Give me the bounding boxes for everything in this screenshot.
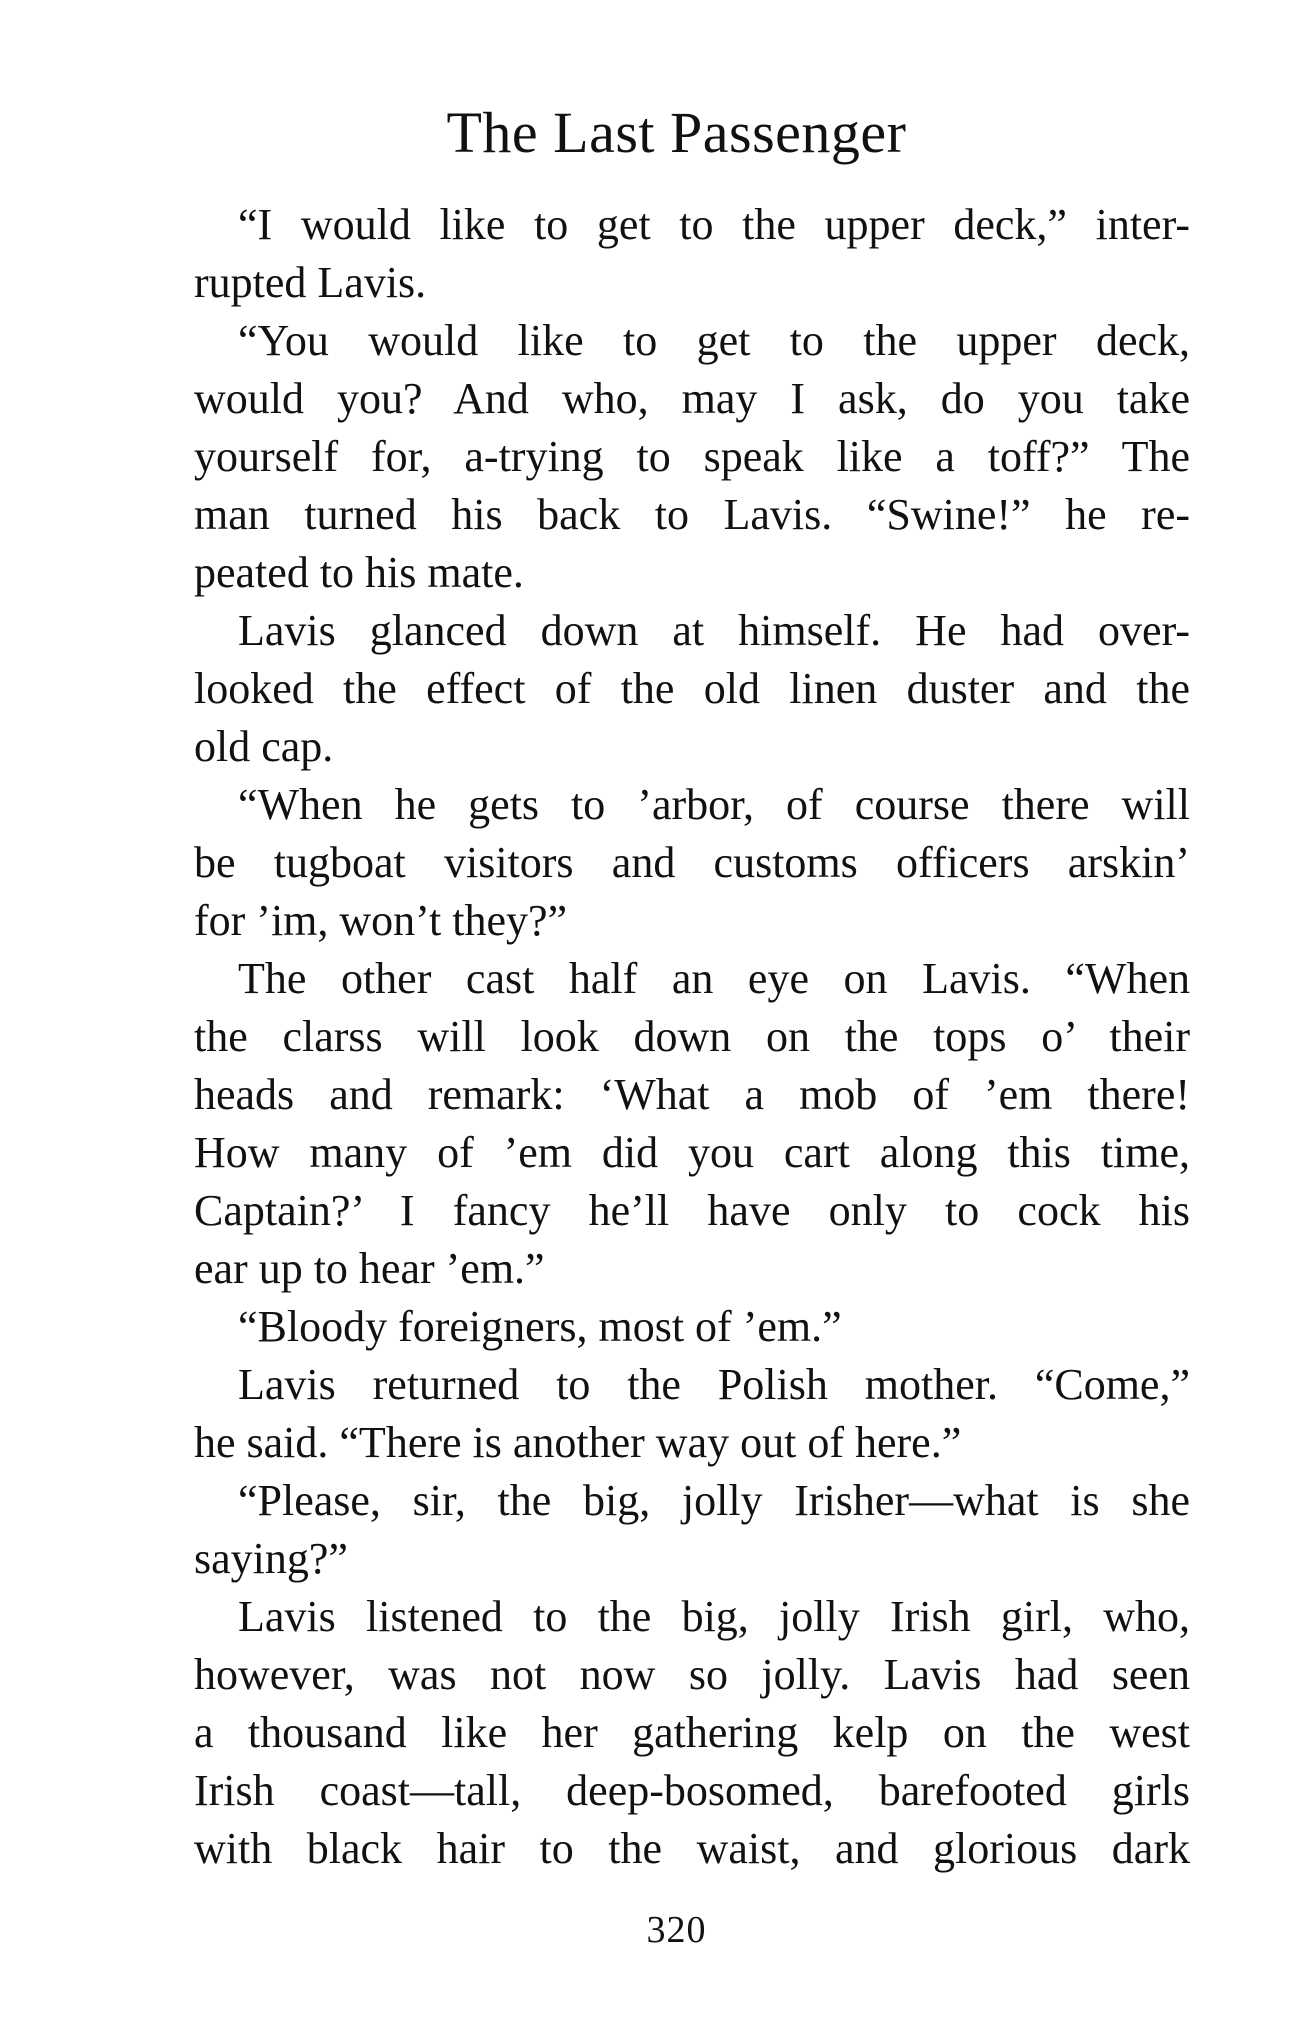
text-line: saying?”: [194, 1534, 348, 1583]
running-head-title: The Last Passenger: [446, 100, 907, 165]
text-line: “You would like to get to the upper deck,: [238, 316, 1190, 365]
text-line: The other cast half an eye on Lavis. “When: [238, 954, 1190, 1003]
text-line: Lavis listened to the big, jolly Irish girl, who,: [238, 1592, 1190, 1641]
text-line: would you? And who, may I ask, do you take: [194, 374, 1190, 423]
text-line: Lavis returned to the Polish mother. “Come,”: [238, 1360, 1190, 1409]
text-line: “Bloody foreigners, most of ’em.”: [238, 1302, 842, 1351]
text-line: “Please, sir, the big, jolly Irisher—what is she: [238, 1476, 1190, 1525]
text-line: Irish coast—tall, deep-bosomed, barefooted girls: [194, 1766, 1190, 1815]
text-line: a thousand like her gathering kelp on the west: [194, 1708, 1190, 1757]
text-line: old cap.: [194, 722, 334, 771]
body-text: [194, 196, 1190, 1878]
text-line: he said. “There is another way out of here.”: [194, 1418, 962, 1467]
page-number: 320: [646, 1909, 707, 1951]
text-line: “I would like to get to the upper deck,” inter-: [238, 200, 1190, 249]
text-line: peated to his mate.: [194, 548, 524, 597]
text-line: Captain?’ I fancy he’ll have only to cock his: [194, 1186, 1190, 1235]
text-line: the clarss will look down on the tops o’ their: [194, 1012, 1190, 1061]
text-line: looked the effect of the old linen duster and the: [194, 664, 1190, 713]
text-line: “When he gets to ’arbor, of course there will: [238, 780, 1190, 829]
text-line: for ’im, won’t they?”: [194, 896, 568, 945]
text-line: Lavis glanced down at himself. He had over-: [238, 606, 1190, 655]
text-line: How many of ’em did you cart along this time,: [194, 1128, 1190, 1177]
text-line: yourself for, a-trying to speak like a toff?” The: [194, 432, 1190, 481]
text-line: heads and remark: ‘What a mob of ’em there!: [194, 1070, 1190, 1119]
text-line: rupted Lavis.: [194, 258, 427, 307]
text-line: with black hair to the waist, and glorious dark: [194, 1824, 1190, 1873]
text-line: however, was not now so jolly. Lavis had seen: [194, 1650, 1190, 1699]
text-line: ear up to hear ’em.”: [194, 1244, 545, 1293]
text-line: man turned his back to Lavis. “Swine!” he re-: [194, 490, 1190, 539]
text-line: be tugboat visitors and customs officers arskin’: [194, 838, 1190, 887]
